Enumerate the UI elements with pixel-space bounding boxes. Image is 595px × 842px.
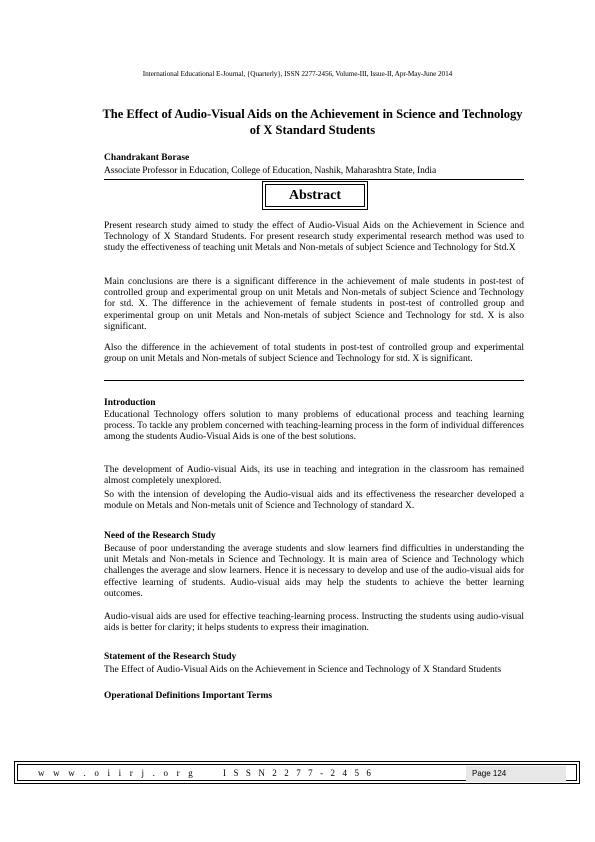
need-paragraph: Audio-visual aids are used for effective teaching-learning process. Instructing the students using audio-visual aids is better for clarity; it helps students to express their imagination. [104, 612, 524, 634]
author-name: Chandrakant Borase [104, 153, 190, 163]
definitions-heading: Operational Definitions Important Terms [104, 691, 273, 701]
footer-frame [17, 764, 577, 781]
introduction-paragraph: The development of Audio-visual Aids, its use in teaching and integration in the classroom has remained almost completely unexplored. [104, 465, 524, 487]
need-heading: Need of the Research Study [104, 531, 216, 541]
abstract-heading-frame [265, 184, 365, 207]
abstract-paragraph: Main conclusions are there is a significant difference in the achievement of male students in post-test of controlled group and experimental group on unit Metals and Non-metals of subject Science and Technology for std. X. The difference in the achievement of female students in post-test of controlled group and experimental group on unit Metals and Non-metals of subject Science and Technology for std. X is also significant. [104, 277, 524, 332]
paper-title: The Effect of Audio-Visual Aids on the Achievement in Science and Technology of X Standard Students [102, 107, 523, 137]
footer-issn: I S S N 2 2 7 7 - 2 4 5 6 [223, 768, 374, 778]
statement-text: The Effect of Audio-Visual Aids on the Achievement in Science and Technology of X Standard Students [104, 665, 502, 675]
abstract-paragraph: Present research study aimed to study the effect of Audio-Visual Aids on the Achievement in Science and Technology of X Standard Students. For present research study experimental research method was used to study the effectiveness of teaching unit Metals and Non-metals of subject Science and Technology for Std.X [104, 221, 524, 254]
need-paragraph: Because of poor understanding the average students and slow learners find difficulties in understanding the unit Metals and Non-metals in Science and Technology. It is main area of Science and Technology which challenges the average and slow learners. Hence it is necessary to develop and use of the audio-visual aids for effective learning of students. Audio-visual aids may help the students to achieve the better learning outcomes. [104, 544, 524, 599]
introduction-paragraph: Educational Technology offers solution to many problems of educational process and teaching learning process. To tackle any problem concerned with teaching-learning process in the form of individual differences among the students Audio-Visual Aids is one of the best solutions. [104, 410, 524, 443]
abstract-paragraph: Also the difference in the achievement of total students in post-test of controlled group and experimental group on unit Metals and Non-metals of subject Science and Technology for std. X is significant. [104, 343, 524, 365]
footer-website-link[interactable]: w w w . o i i r j . o r g [38, 768, 196, 778]
abstract-heading-box [262, 181, 368, 210]
introduction-heading: Introduction [104, 398, 156, 408]
statement-heading: Statement of the Research Study [104, 652, 237, 662]
abstract-heading: Abstract [288, 187, 342, 203]
running-head: International Educational E-Journal, {Quarterly}, ISSN 2277-2456, Volume-III, Issue-II, Apr-May-June 2014 [142, 69, 453, 78]
author-affiliation: Associate Professor in Education, College of Education, Nashik, Maharashtra State, India [104, 166, 437, 176]
introduction-paragraph: So with the intension of developing the Audio-visual aids and its effectiveness the researcher developed a module on Metals and Non-metals unit of Science and Technology of standard X. [104, 490, 524, 512]
footer-page-number: Page 124 [466, 766, 566, 782]
page-footer [14, 761, 580, 784]
affiliation-rule [104, 179, 524, 180]
abstract-rule [104, 380, 524, 381]
